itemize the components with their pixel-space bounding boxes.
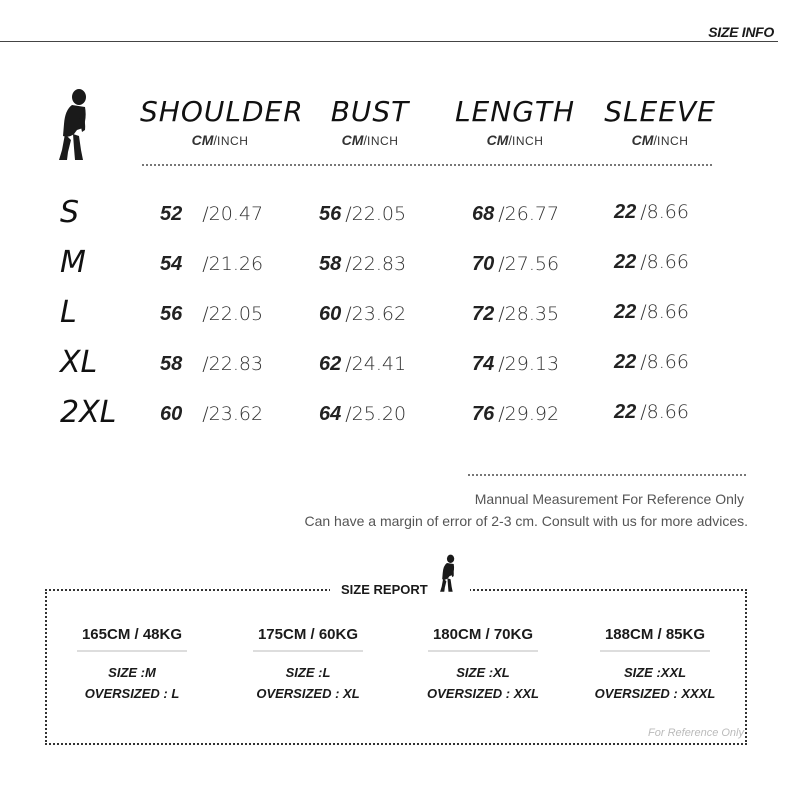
unit-label: CM/INCH — [191, 132, 249, 148]
report-item — [398, 626, 568, 704]
standing-figure-icon — [438, 553, 460, 595]
height-weight: 180CM / 70KG — [432, 626, 534, 643]
report-item — [570, 626, 740, 704]
recommended-size: SIZE :M — [108, 665, 156, 680]
size-label: S — [60, 195, 80, 230]
unit-label: CM/INCH — [486, 132, 544, 148]
shoulder-cell: 58 /22.83 — [160, 353, 264, 375]
recommended-size: SIZE :XXL — [623, 665, 687, 680]
table-row — [0, 345, 800, 385]
length-cell: 76 /29.92 — [472, 403, 560, 425]
column-header-shoulder — [140, 95, 304, 148]
item-divider — [600, 650, 710, 652]
size-label: L — [60, 295, 77, 330]
table-row — [0, 245, 800, 285]
length-cell: 72 /28.35 — [472, 303, 560, 325]
column-header-length — [440, 95, 590, 148]
size-label: 2XL — [60, 395, 117, 430]
oversized-size: OVERSIZED : XL — [256, 686, 360, 701]
size-report-title: SIZE REPORT — [341, 582, 428, 597]
length-cell: 68 /26.77 — [472, 203, 560, 225]
unit-label: CM/INCH — [341, 132, 399, 148]
table-row — [0, 195, 800, 235]
unit-label: CM/INCH — [631, 132, 689, 148]
header-divider — [0, 41, 778, 42]
page-title: SIZE INFO — [708, 24, 774, 40]
length-cell: 74 /29.13 — [472, 353, 560, 375]
sleeve-cell: 22 /8.66 — [614, 201, 689, 223]
item-divider — [253, 650, 363, 652]
header-dotted-divider — [142, 164, 712, 166]
sleeve-cell: 22 /8.66 — [614, 401, 689, 423]
shoulder-cell: 60 /23.62 — [160, 403, 264, 425]
column-header-bust — [300, 95, 440, 148]
reference-footnote: For Reference Only — [648, 727, 744, 739]
sleeve-cell: 22 /8.66 — [614, 251, 689, 273]
column-title: BUST — [330, 95, 410, 128]
item-divider — [77, 650, 187, 652]
margin-note: Can have a margin of error of 2-3 cm. Consult with us for more advices. — [304, 513, 748, 529]
sleeve-cell: 22 /8.66 — [614, 301, 689, 323]
bust-cell: 56 /22.05 — [319, 203, 407, 225]
height-weight: 175CM / 60KG — [257, 626, 359, 643]
report-item — [223, 626, 393, 704]
size-label: XL — [60, 345, 98, 380]
oversized-size: OVERSIZED : XXXL — [594, 686, 716, 701]
oversized-size: OVERSIZED : XXL — [427, 686, 539, 701]
column-title: SLEEVE — [604, 95, 716, 128]
recommended-size: SIZE :L — [285, 665, 331, 680]
shoulder-cell: 56 /22.05 — [160, 303, 264, 325]
measurement-note: Mannual Measurement For Reference Only — [474, 491, 744, 507]
height-weight: 165CM / 48KG — [81, 626, 183, 643]
oversized-size: OVERSIZED : L — [84, 686, 180, 701]
column-title: SHOULDER — [140, 95, 304, 128]
length-cell: 70 /27.56 — [472, 253, 560, 275]
column-header-sleeve — [590, 95, 730, 148]
bust-cell: 60 /23.62 — [319, 303, 407, 325]
height-weight: 188CM / 85KG — [604, 626, 706, 643]
item-divider — [428, 650, 538, 652]
bust-cell: 64 /25.20 — [319, 403, 407, 425]
bust-cell: 62 /24.41 — [319, 353, 407, 375]
standing-figure-icon — [55, 88, 97, 164]
table-row — [0, 295, 800, 335]
sleeve-cell: 22 /8.66 — [614, 351, 689, 373]
bust-cell: 58 /22.83 — [319, 253, 407, 275]
size-label: M — [60, 245, 86, 280]
recommended-size: SIZE :XL — [456, 665, 510, 680]
table-row — [0, 395, 800, 435]
shoulder-cell: 54 /21.26 — [160, 253, 264, 275]
column-title: LENGTH — [454, 95, 576, 128]
report-item — [47, 626, 217, 704]
shoulder-cell: 52 /20.47 — [160, 203, 264, 225]
notes-dotted-divider — [468, 474, 746, 476]
